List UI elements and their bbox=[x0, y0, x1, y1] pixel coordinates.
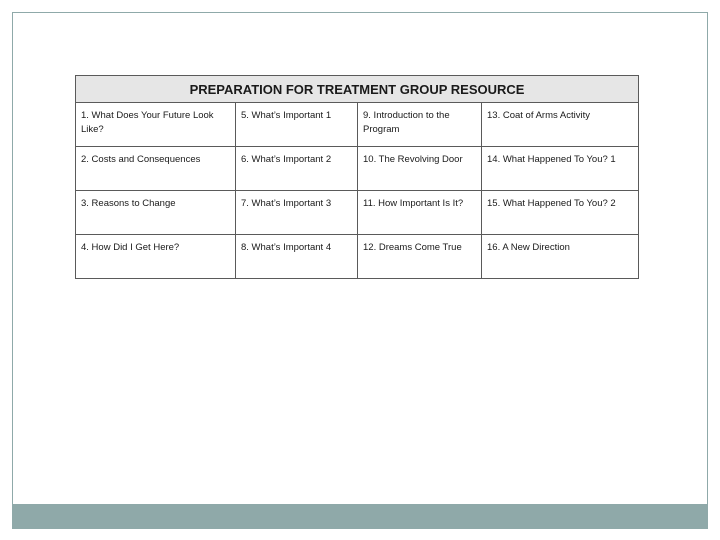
table-cell: 13. Coat of Arms Activity bbox=[482, 103, 639, 147]
table-cell: 2. Costs and Consequences bbox=[76, 147, 236, 191]
table-cell: 8. What’s Important 4 bbox=[236, 235, 358, 279]
table-row bbox=[76, 235, 639, 279]
table-cell: 1. What Does Your Future Look Like? bbox=[76, 103, 236, 147]
table-title: PREPARATION FOR TREATMENT GROUP RESOURCE bbox=[76, 76, 639, 103]
table-cell: 6. What’s Important 2 bbox=[236, 147, 358, 191]
table-cell: 3. Reasons to Change bbox=[76, 191, 236, 235]
footer-band bbox=[13, 504, 707, 528]
table-cell: 15. What Happened To You? 2 bbox=[482, 191, 639, 235]
table-cell: 7. What’s Important 3 bbox=[236, 191, 358, 235]
table-row bbox=[76, 191, 639, 235]
table-cell: 14. What Happened To You? 1 bbox=[482, 147, 639, 191]
table-cell: 4. How Did I Get Here? bbox=[76, 235, 236, 279]
table-cell: 11. How Important Is It? bbox=[358, 191, 482, 235]
table-row bbox=[76, 147, 639, 191]
resource-table bbox=[75, 75, 639, 279]
resource-table-container bbox=[75, 75, 638, 253]
table-row bbox=[76, 103, 639, 147]
table-cell: 16. A New Direction bbox=[482, 235, 639, 279]
table-cell: 12. Dreams Come True bbox=[358, 235, 482, 279]
table-cell: 5. What’s Important 1 bbox=[236, 103, 358, 147]
slide-frame bbox=[12, 12, 708, 529]
table-cell: 9. Introduction to the Program bbox=[358, 103, 482, 147]
table-cell: 10. The Revolving Door bbox=[358, 147, 482, 191]
table-header-row bbox=[76, 76, 639, 103]
